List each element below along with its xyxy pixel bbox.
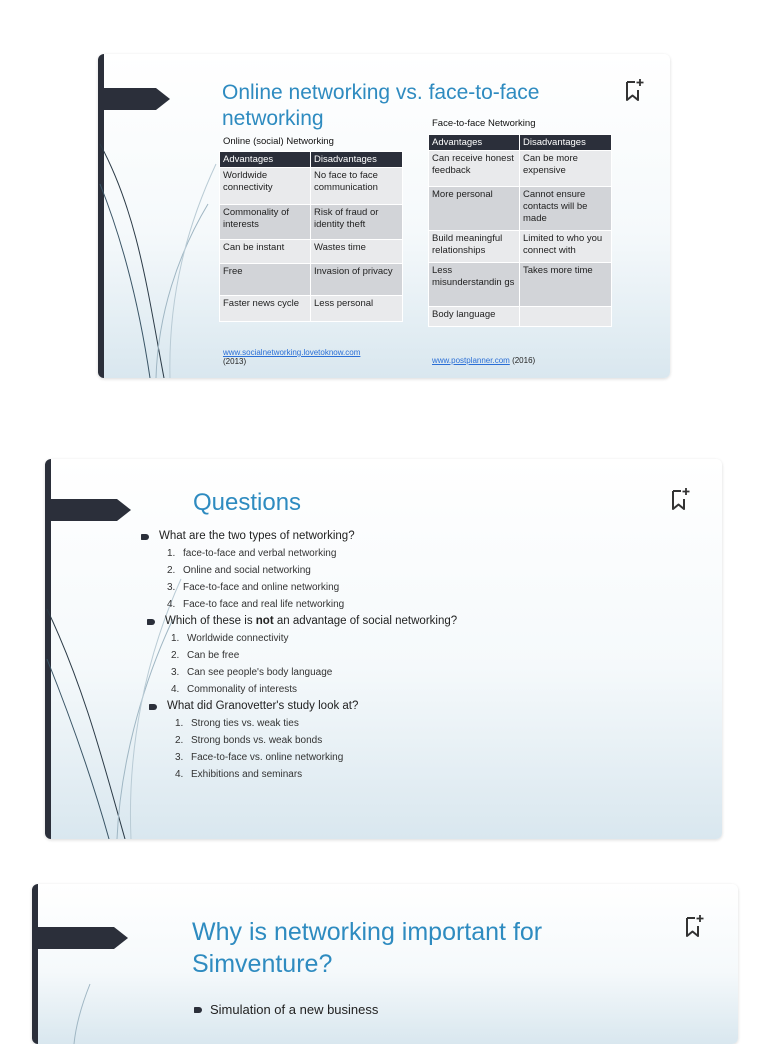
table-cell: Body language — [429, 307, 520, 327]
answer-option: 2. Strong bonds vs. weak bonds — [175, 735, 323, 746]
table-row — [220, 240, 403, 264]
source-year: (2016) — [512, 356, 536, 365]
answer-options — [141, 718, 457, 780]
f2f-source — [432, 356, 535, 365]
table-cell: No face to face communication — [311, 168, 403, 205]
table-cell: Takes more time — [520, 263, 612, 307]
table-row — [220, 168, 403, 205]
answer-option: 1. Strong ties vs. weak ties — [175, 718, 299, 729]
question-item: What did Granovetter's study look at? — [149, 700, 457, 712]
answer-options — [141, 548, 457, 610]
table-header: Disadvantages — [311, 152, 403, 168]
slide-arrow-shape — [32, 927, 114, 949]
answer-option: 2. Online and social networking — [167, 565, 311, 576]
answer-option: 2. Can be free — [171, 650, 240, 661]
question-item: Which of these is not an advantage of social networking? — [147, 615, 457, 627]
table-header: Advantages — [429, 135, 520, 151]
table-row — [429, 263, 612, 307]
table-row — [220, 296, 403, 322]
table-row — [429, 307, 612, 327]
table-header: Advantages — [220, 152, 311, 168]
question-item: What are the two types of networking? — [141, 530, 457, 542]
answer-option: 1. Worldwide connectivity — [171, 633, 289, 644]
face-to-face-networking-table — [428, 134, 612, 327]
table-cell — [520, 307, 612, 327]
answer-option: 4. Commonality of interests — [171, 684, 298, 695]
table-row — [429, 187, 612, 231]
table-row — [220, 264, 403, 296]
table-cell: Can be instant — [220, 240, 311, 264]
answer-option: 4. Face-to face and real life networking — [167, 599, 345, 610]
answer-options — [141, 633, 457, 695]
answer-option: 3. Face-to-face and online networking — [167, 582, 340, 593]
table-cell: Free — [220, 264, 311, 296]
table-cell: Less misunderstandin gs — [429, 263, 520, 307]
table-cell: Can be more expensive — [520, 151, 612, 187]
slide-arrow-shape — [45, 499, 117, 521]
f2f-table-caption: Face-to-face Networking — [432, 118, 536, 129]
online-source — [223, 348, 360, 366]
slide-card-questions — [45, 459, 722, 839]
bookmark-add-icon[interactable] — [622, 78, 646, 104]
bookmark-add-icon[interactable] — [668, 487, 692, 513]
table-row — [220, 205, 403, 240]
table-cell: Can receive honest feedback — [429, 151, 520, 187]
table-row — [429, 231, 612, 263]
decorative-curves — [32, 884, 112, 1044]
table-cell: Risk of fraud or identity theft — [311, 205, 403, 240]
table-cell: Faster news cycle — [220, 296, 311, 322]
table-cell: More personal — [429, 187, 520, 231]
table-cell: Build meaningful relationships — [429, 231, 520, 263]
slide-card-simventure — [32, 884, 738, 1044]
questions-list — [141, 525, 457, 780]
source-link[interactable]: www.socialnetworking.lovetoknow.com — [223, 348, 361, 357]
slide-arrow-shape — [98, 88, 156, 110]
table-row — [429, 151, 612, 187]
source-link[interactable]: www.postplanner.com — [432, 356, 510, 365]
table-cell: Less personal — [311, 296, 403, 322]
source-year: (2013) — [223, 357, 247, 366]
slide-title: Online networking vs. face-to-face networking — [222, 81, 540, 130]
online-table-caption: Online (social) Networking — [223, 136, 334, 147]
table-cell: Cannot ensure contacts will be made — [520, 187, 612, 231]
answer-option: 3. Face-to-face vs. online networking — [175, 752, 344, 763]
table-cell: Commonality of interests — [220, 205, 311, 240]
answer-option: 1. face-to-face and verbal networking — [167, 548, 337, 559]
slide-card-networking-comparison — [98, 54, 670, 378]
online-networking-table — [219, 151, 403, 322]
slide-title: Questions — [193, 489, 302, 516]
slide-left-bar — [32, 884, 38, 1044]
table-cell: Invasion of privacy — [311, 264, 403, 296]
table-cell: Limited to who you connect with — [520, 231, 612, 263]
answer-option: 3. Can see people's body language — [171, 667, 333, 678]
slide-title: Why is networking important for Simventure? — [192, 918, 543, 978]
bullet-item: Simulation of a new business — [194, 1002, 378, 1017]
answer-option: 4. Exhibitions and seminars — [175, 769, 303, 780]
bookmark-add-icon[interactable] — [682, 914, 706, 940]
table-header: Disadvantages — [520, 135, 612, 151]
table-cell: Wastes time — [311, 240, 403, 264]
table-cell: Worldwide connectivity — [220, 168, 311, 205]
